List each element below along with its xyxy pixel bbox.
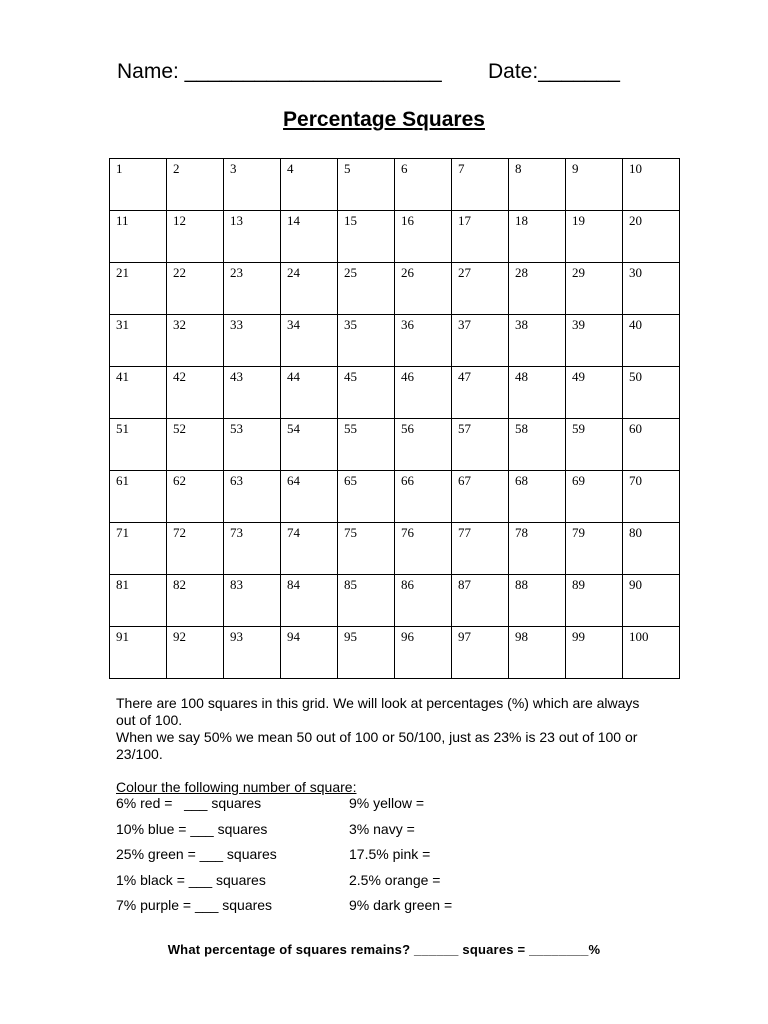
grid-square[interactable] [110, 315, 167, 367]
intro-text [116, 695, 656, 763]
grid-square[interactable] [509, 211, 566, 263]
grid-square[interactable] [110, 367, 167, 419]
grid-square[interactable] [395, 575, 452, 627]
grid-square-number: 45 [344, 369, 357, 384]
grid-square[interactable] [452, 263, 509, 315]
grid-square[interactable] [281, 367, 338, 419]
grid-square-number: 69 [572, 473, 585, 488]
hundred-square-grid [109, 158, 680, 679]
grid-square-number: 31 [116, 317, 129, 332]
grid-square-number: 46 [401, 369, 414, 384]
grid-square-number: 50 [629, 369, 642, 384]
grid-square-number: 78 [515, 525, 528, 540]
grid-square-number: 15 [344, 213, 357, 228]
grid-square[interactable] [224, 263, 281, 315]
grid-square-number: 38 [515, 317, 528, 332]
page-title: Percentage Squares [283, 108, 485, 131]
grid-square[interactable] [281, 315, 338, 367]
grid-square-number: 70 [629, 473, 642, 488]
task-left-4[interactable]: 1% black = ___ squares [116, 872, 266, 888]
grid-square[interactable] [509, 627, 566, 679]
grid-square-number: 61 [116, 473, 129, 488]
grid-square[interactable] [452, 367, 509, 419]
grid-square[interactable] [281, 471, 338, 523]
grid-square-number: 21 [116, 265, 129, 280]
grid-square-number: 42 [173, 369, 186, 384]
grid-square[interactable] [338, 419, 395, 471]
grid-square[interactable] [167, 419, 224, 471]
grid-square[interactable] [110, 471, 167, 523]
grid-square-number: 27 [458, 265, 471, 280]
grid-square[interactable] [452, 315, 509, 367]
grid-square-number: 23 [230, 265, 243, 280]
grid-square[interactable] [623, 575, 680, 627]
grid-square[interactable] [110, 211, 167, 263]
colour-instructions-heading: Colour the following number of square: [116, 779, 357, 795]
task-right-4[interactable]: 2.5% orange = [349, 872, 441, 888]
grid-square-number: 17 [458, 213, 471, 228]
intro-paragraph-1: There are 100 squares in this grid. We will look at percentages (%) which are always out of 100. [116, 695, 640, 728]
header [117, 60, 657, 92]
grid-square[interactable] [623, 523, 680, 575]
grid-square[interactable] [338, 211, 395, 263]
grid-square-number: 88 [515, 577, 528, 592]
grid-square-number: 62 [173, 473, 186, 488]
grid-square-number: 9 [572, 161, 579, 176]
grid-square[interactable] [338, 471, 395, 523]
grid-square-number: 13 [230, 213, 243, 228]
grid-square[interactable] [224, 419, 281, 471]
grid-square-number: 71 [116, 525, 129, 540]
grid-square[interactable] [167, 575, 224, 627]
grid-square[interactable] [452, 523, 509, 575]
grid-square-number: 7 [458, 161, 465, 176]
grid-square[interactable] [566, 627, 623, 679]
grid-square[interactable] [110, 419, 167, 471]
grid-square[interactable] [623, 367, 680, 419]
grid-square-number: 34 [287, 317, 300, 332]
grid-square-number: 35 [344, 317, 357, 332]
grid-square[interactable] [167, 471, 224, 523]
grid-square[interactable] [167, 263, 224, 315]
grid-square-number: 80 [629, 525, 642, 540]
grid-row [110, 419, 680, 471]
grid-square[interactable] [395, 315, 452, 367]
grid-square[interactable] [110, 627, 167, 679]
grid-square[interactable] [281, 575, 338, 627]
task-right-1[interactable]: 9% yellow = [349, 795, 425, 811]
grid-square[interactable] [395, 263, 452, 315]
grid-square[interactable] [566, 263, 623, 315]
grid-square-number: 68 [515, 473, 528, 488]
grid-square[interactable] [110, 575, 167, 627]
grid-square-number: 53 [230, 421, 243, 436]
grid-square[interactable] [338, 263, 395, 315]
grid-square-number: 47 [458, 369, 471, 384]
grid-square-number: 3 [230, 161, 237, 176]
grid-square[interactable] [224, 575, 281, 627]
grid-square[interactable] [509, 471, 566, 523]
grid-square[interactable] [566, 315, 623, 367]
grid-square[interactable] [338, 523, 395, 575]
grid-square-number: 100 [629, 629, 649, 644]
task-right-2[interactable]: 3% navy = [349, 821, 415, 837]
grid-square[interactable] [167, 315, 224, 367]
grid-square[interactable] [281, 523, 338, 575]
grid-square-number: 57 [458, 421, 471, 436]
grid-square[interactable] [623, 159, 680, 211]
grid-square-number: 64 [287, 473, 300, 488]
grid-square[interactable] [509, 367, 566, 419]
grid-square[interactable] [167, 367, 224, 419]
grid-square[interactable] [509, 315, 566, 367]
grid-square[interactable] [623, 211, 680, 263]
grid-square-number: 43 [230, 369, 243, 384]
task-left-5[interactable]: 7% purple = ___ squares [116, 897, 273, 913]
grid-row [110, 523, 680, 575]
grid-square-number: 39 [572, 317, 585, 332]
grid-square[interactable] [224, 211, 281, 263]
task-left-2[interactable]: 10% blue = ___ squares [116, 821, 268, 837]
grid-square-number: 24 [287, 265, 300, 280]
grid-square[interactable] [452, 419, 509, 471]
grid-square[interactable] [281, 627, 338, 679]
grid-square[interactable] [623, 471, 680, 523]
grid-square[interactable] [509, 575, 566, 627]
grid-square-number: 56 [401, 421, 414, 436]
grid-square[interactable] [566, 367, 623, 419]
grid-square-number: 89 [572, 577, 585, 592]
grid-square[interactable] [167, 627, 224, 679]
grid-square[interactable] [281, 159, 338, 211]
grid-square[interactable] [452, 627, 509, 679]
grid-square[interactable] [224, 159, 281, 211]
grid-square-number: 22 [173, 265, 186, 280]
grid-square[interactable] [224, 315, 281, 367]
grid-row [110, 159, 680, 211]
grid-square[interactable] [566, 575, 623, 627]
grid-square-number: 77 [458, 525, 471, 540]
grid-square-number: 8 [515, 161, 522, 176]
task-left-1[interactable]: 6% red = ___ squares [116, 795, 262, 811]
grid-square-number: 90 [629, 577, 642, 592]
grid-square-number: 20 [629, 213, 642, 228]
grid-square[interactable] [509, 523, 566, 575]
task-right-5[interactable]: 9% dark green = [349, 897, 453, 913]
grid-square[interactable] [395, 523, 452, 575]
grid-square-number: 30 [629, 265, 642, 280]
grid-square-number: 85 [344, 577, 357, 592]
grid-row [110, 263, 680, 315]
grid-square[interactable] [566, 523, 623, 575]
grid-square-number: 48 [515, 369, 528, 384]
grid-square[interactable] [395, 159, 452, 211]
grid-square-number: 75 [344, 525, 357, 540]
grid-square-number: 97 [458, 629, 471, 644]
grid-square-number: 66 [401, 473, 414, 488]
grid-square-number: 11 [116, 213, 129, 228]
grid-square[interactable] [167, 211, 224, 263]
grid-square-number: 65 [344, 473, 357, 488]
grid-square[interactable] [338, 627, 395, 679]
grid-square-number: 95 [344, 629, 357, 644]
grid-square-number: 1 [116, 161, 123, 176]
grid-square[interactable] [167, 159, 224, 211]
grid-row [110, 315, 680, 367]
grid-square-number: 84 [287, 577, 300, 592]
grid-square-number: 12 [173, 213, 186, 228]
grid-square[interactable] [281, 211, 338, 263]
grid-square-number: 29 [572, 265, 585, 280]
grid-square-number: 87 [458, 577, 471, 592]
grid-square-number: 52 [173, 421, 186, 436]
grid-square[interactable] [224, 523, 281, 575]
grid-square-number: 83 [230, 577, 243, 592]
grid-square-number: 37 [458, 317, 471, 332]
grid-square[interactable] [338, 315, 395, 367]
grid-square-number: 73 [230, 525, 243, 540]
grid-square-number: 5 [344, 161, 351, 176]
grid-square-number: 76 [401, 525, 414, 540]
grid-square[interactable] [224, 367, 281, 419]
grid-square-number: 41 [116, 369, 129, 384]
grid-square-number: 63 [230, 473, 243, 488]
grid-square-number: 36 [401, 317, 414, 332]
grid-square[interactable] [224, 627, 281, 679]
grid-square-number: 28 [515, 265, 528, 280]
grid-square-number: 58 [515, 421, 528, 436]
grid-square-number: 18 [515, 213, 528, 228]
grid-square[interactable] [452, 575, 509, 627]
grid-square-number: 94 [287, 629, 300, 644]
grid-square[interactable] [338, 367, 395, 419]
grid-square-number: 86 [401, 577, 414, 592]
grid-square-number: 93 [230, 629, 243, 644]
grid-square-number: 81 [116, 577, 129, 592]
grid-square-number: 60 [629, 421, 642, 436]
grid-square-number: 40 [629, 317, 642, 332]
grid-square-number: 19 [572, 213, 585, 228]
grid-square[interactable] [395, 627, 452, 679]
grid-square[interactable] [452, 211, 509, 263]
grid-square-number: 6 [401, 161, 408, 176]
grid-square-number: 96 [401, 629, 414, 644]
grid-square-number: 54 [287, 421, 300, 436]
grid-square[interactable] [224, 471, 281, 523]
grid-square[interactable] [395, 419, 452, 471]
grid-square-number: 44 [287, 369, 300, 384]
grid-square[interactable] [566, 471, 623, 523]
grid-square[interactable] [110, 159, 167, 211]
grid-square-number: 25 [344, 265, 357, 280]
grid-row [110, 211, 680, 263]
grid-square[interactable] [509, 159, 566, 211]
grid-square[interactable] [452, 159, 509, 211]
grid-square[interactable] [623, 419, 680, 471]
grid-square-number: 99 [572, 629, 585, 644]
grid-square-number: 26 [401, 265, 414, 280]
grid-square[interactable] [509, 419, 566, 471]
grid-square-number: 55 [344, 421, 357, 436]
grid-square-number: 32 [173, 317, 186, 332]
grid-square[interactable] [566, 419, 623, 471]
grid-square[interactable] [281, 263, 338, 315]
grid-square-number: 33 [230, 317, 243, 332]
grid-square[interactable] [566, 159, 623, 211]
task-left-3[interactable]: 25% green = ___ squares [116, 846, 277, 862]
date-field-label[interactable]: Date:_______ [488, 60, 620, 83]
grid-square-number: 4 [287, 161, 294, 176]
grid-square-number: 51 [116, 421, 129, 436]
grid-square-number: 59 [572, 421, 585, 436]
grid-square[interactable] [509, 263, 566, 315]
grid-square[interactable] [623, 263, 680, 315]
grid-row [110, 367, 680, 419]
grid-square[interactable] [110, 523, 167, 575]
remaining-percentage-question[interactable]: What percentage of squares remains? ______ squares = ________% [167, 942, 601, 957]
grid-square[interactable] [110, 263, 167, 315]
name-field-label[interactable]: Name: ______________________ [117, 60, 442, 83]
task-right-3[interactable]: 17.5% pink = [349, 846, 431, 862]
grid-square[interactable] [395, 211, 452, 263]
grid-square-number: 14 [287, 213, 300, 228]
grid-square[interactable] [338, 159, 395, 211]
grid-square-number: 82 [173, 577, 186, 592]
grid-row [110, 627, 680, 679]
grid-square-number: 79 [572, 525, 585, 540]
grid-square-number: 49 [572, 369, 585, 384]
grid-square[interactable] [338, 575, 395, 627]
grid-square[interactable] [167, 523, 224, 575]
grid-square-number: 10 [629, 161, 642, 176]
grid-row [110, 575, 680, 627]
grid-square[interactable] [395, 471, 452, 523]
grid-square-number: 92 [173, 629, 186, 644]
grid-square-number: 2 [173, 161, 180, 176]
grid-square[interactable] [566, 211, 623, 263]
grid-square[interactable] [623, 315, 680, 367]
grid-square[interactable] [281, 419, 338, 471]
grid-square[interactable] [395, 367, 452, 419]
intro-paragraph-2: When we say 50% we mean 50 out of 100 or 50/100, just as 23% is 23 out of 100 or 23/100. [116, 729, 638, 762]
grid-row [110, 471, 680, 523]
grid-square-number: 67 [458, 473, 471, 488]
grid-square-number: 91 [116, 629, 129, 644]
grid-square[interactable] [623, 627, 680, 679]
grid-square-number: 16 [401, 213, 414, 228]
grid-square-number: 98 [515, 629, 528, 644]
grid-square-number: 74 [287, 525, 300, 540]
grid-square[interactable] [452, 471, 509, 523]
grid-square-number: 72 [173, 525, 186, 540]
